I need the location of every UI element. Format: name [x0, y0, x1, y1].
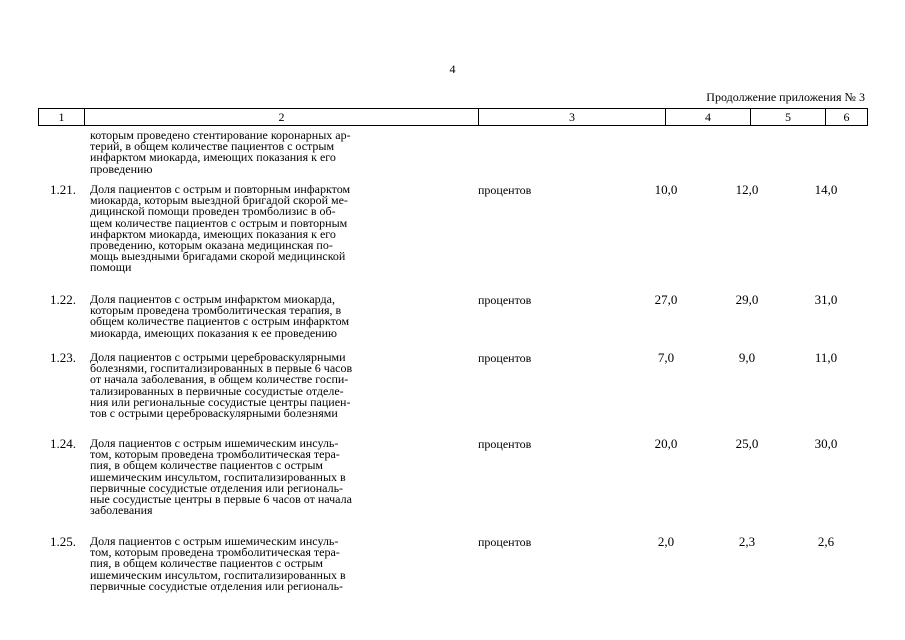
- row-description: Доля пациентов с острыми цереброваскулярными болезнями, госпитализированных в первые 6 часов от начала заболевания, в общем количестве госпи- тализированных в первичные сосудистые отделе- ния или региональные сосудистые центры пациен- тов с острыми цереброваскулярными болезнями: [90, 350, 353, 421]
- column-number-2: 2: [85, 109, 479, 126]
- row-description: Доля пациентов с острым ишемическим инсуль- том, которым проведена тромболитическая тера- пия, в общем количестве пациентов с острым ишемическим инсультом, госпитализированных в первичные сосудистые отделения или региональ-: [90, 534, 346, 593]
- row-value-col5: 12,0: [735, 182, 759, 197]
- row-number: 1.22.: [50, 292, 76, 307]
- row-number: 1.25.: [50, 534, 76, 549]
- column-number-5: 5: [751, 109, 826, 126]
- page-number: 4: [449, 62, 456, 76]
- row-unit: процентов: [478, 535, 532, 549]
- row-value-col4: 27,0: [654, 292, 678, 307]
- row-unit: процентов: [478, 437, 532, 451]
- row-value-col4: 20,0: [654, 436, 678, 451]
- row-value-col6: 30,0: [814, 436, 838, 451]
- row-unit: процентов: [478, 293, 532, 307]
- row-description: Доля пациентов с острым ишемическим инсуль- том, которым проведена тромболитическая тера- пия, в общем количестве пациентов с острым ишемическим инсультом, госпитализированных в первичные сосудистые отделения или региональ- ные сосудистые центры в первые 6 часов от начала заболевания: [90, 436, 352, 518]
- row-description: Доля пациентов с острым и повторным инфарктом миокарда, которым выездной бригадой скорой ме- дицинской помощи проведен тромболизис в об- щем количестве пациентов с острым и повторным инфарктом миокарда, имеющих показания к его проведению, которым оказана медицинская по- мощь выездными бригадами скорой медицинской помощи: [90, 182, 351, 275]
- row-number: 1.21.: [50, 182, 76, 197]
- row-value-col6: 2,6: [817, 534, 835, 549]
- carryover-description: которым проведено стентирование коронарных ар- терий, в общем количестве пациентов с острым инфарктом миокарда, имеющих показания к его проведению: [90, 128, 351, 176]
- row-value-col5: 9,0: [738, 350, 756, 365]
- row-description: Доля пациентов с острым инфарктом миокарда, которым проведена тромболитическая терапия, в общем количестве пациентов с острым инфарктом миокарда, имеющих показания к ее проведению: [90, 292, 350, 340]
- column-number-4: 4: [666, 109, 751, 126]
- continuation-label: Продолжение приложения № 3: [706, 90, 865, 104]
- row-number: 1.24.: [50, 436, 76, 451]
- row-value-col4: 2,0: [657, 534, 675, 549]
- row-value-col5: 25,0: [735, 436, 759, 451]
- row-unit: процентов: [478, 183, 532, 197]
- row-value-col5: 29,0: [735, 292, 759, 307]
- row-unit: процентов: [478, 351, 532, 365]
- column-number-1: 1: [39, 109, 85, 126]
- row-value-col5: 2,3: [738, 534, 756, 549]
- row-value-col4: 10,0: [654, 182, 678, 197]
- column-number-6: 6: [826, 109, 868, 126]
- row-value-col6: 11,0: [814, 350, 838, 365]
- row-value-col4: 7,0: [657, 350, 675, 365]
- column-number-3: 3: [479, 109, 666, 126]
- row-value-col6: 31,0: [814, 292, 838, 307]
- row-number: 1.23.: [50, 350, 76, 365]
- row-value-col6: 14,0: [814, 182, 838, 197]
- column-number-header: [38, 108, 868, 126]
